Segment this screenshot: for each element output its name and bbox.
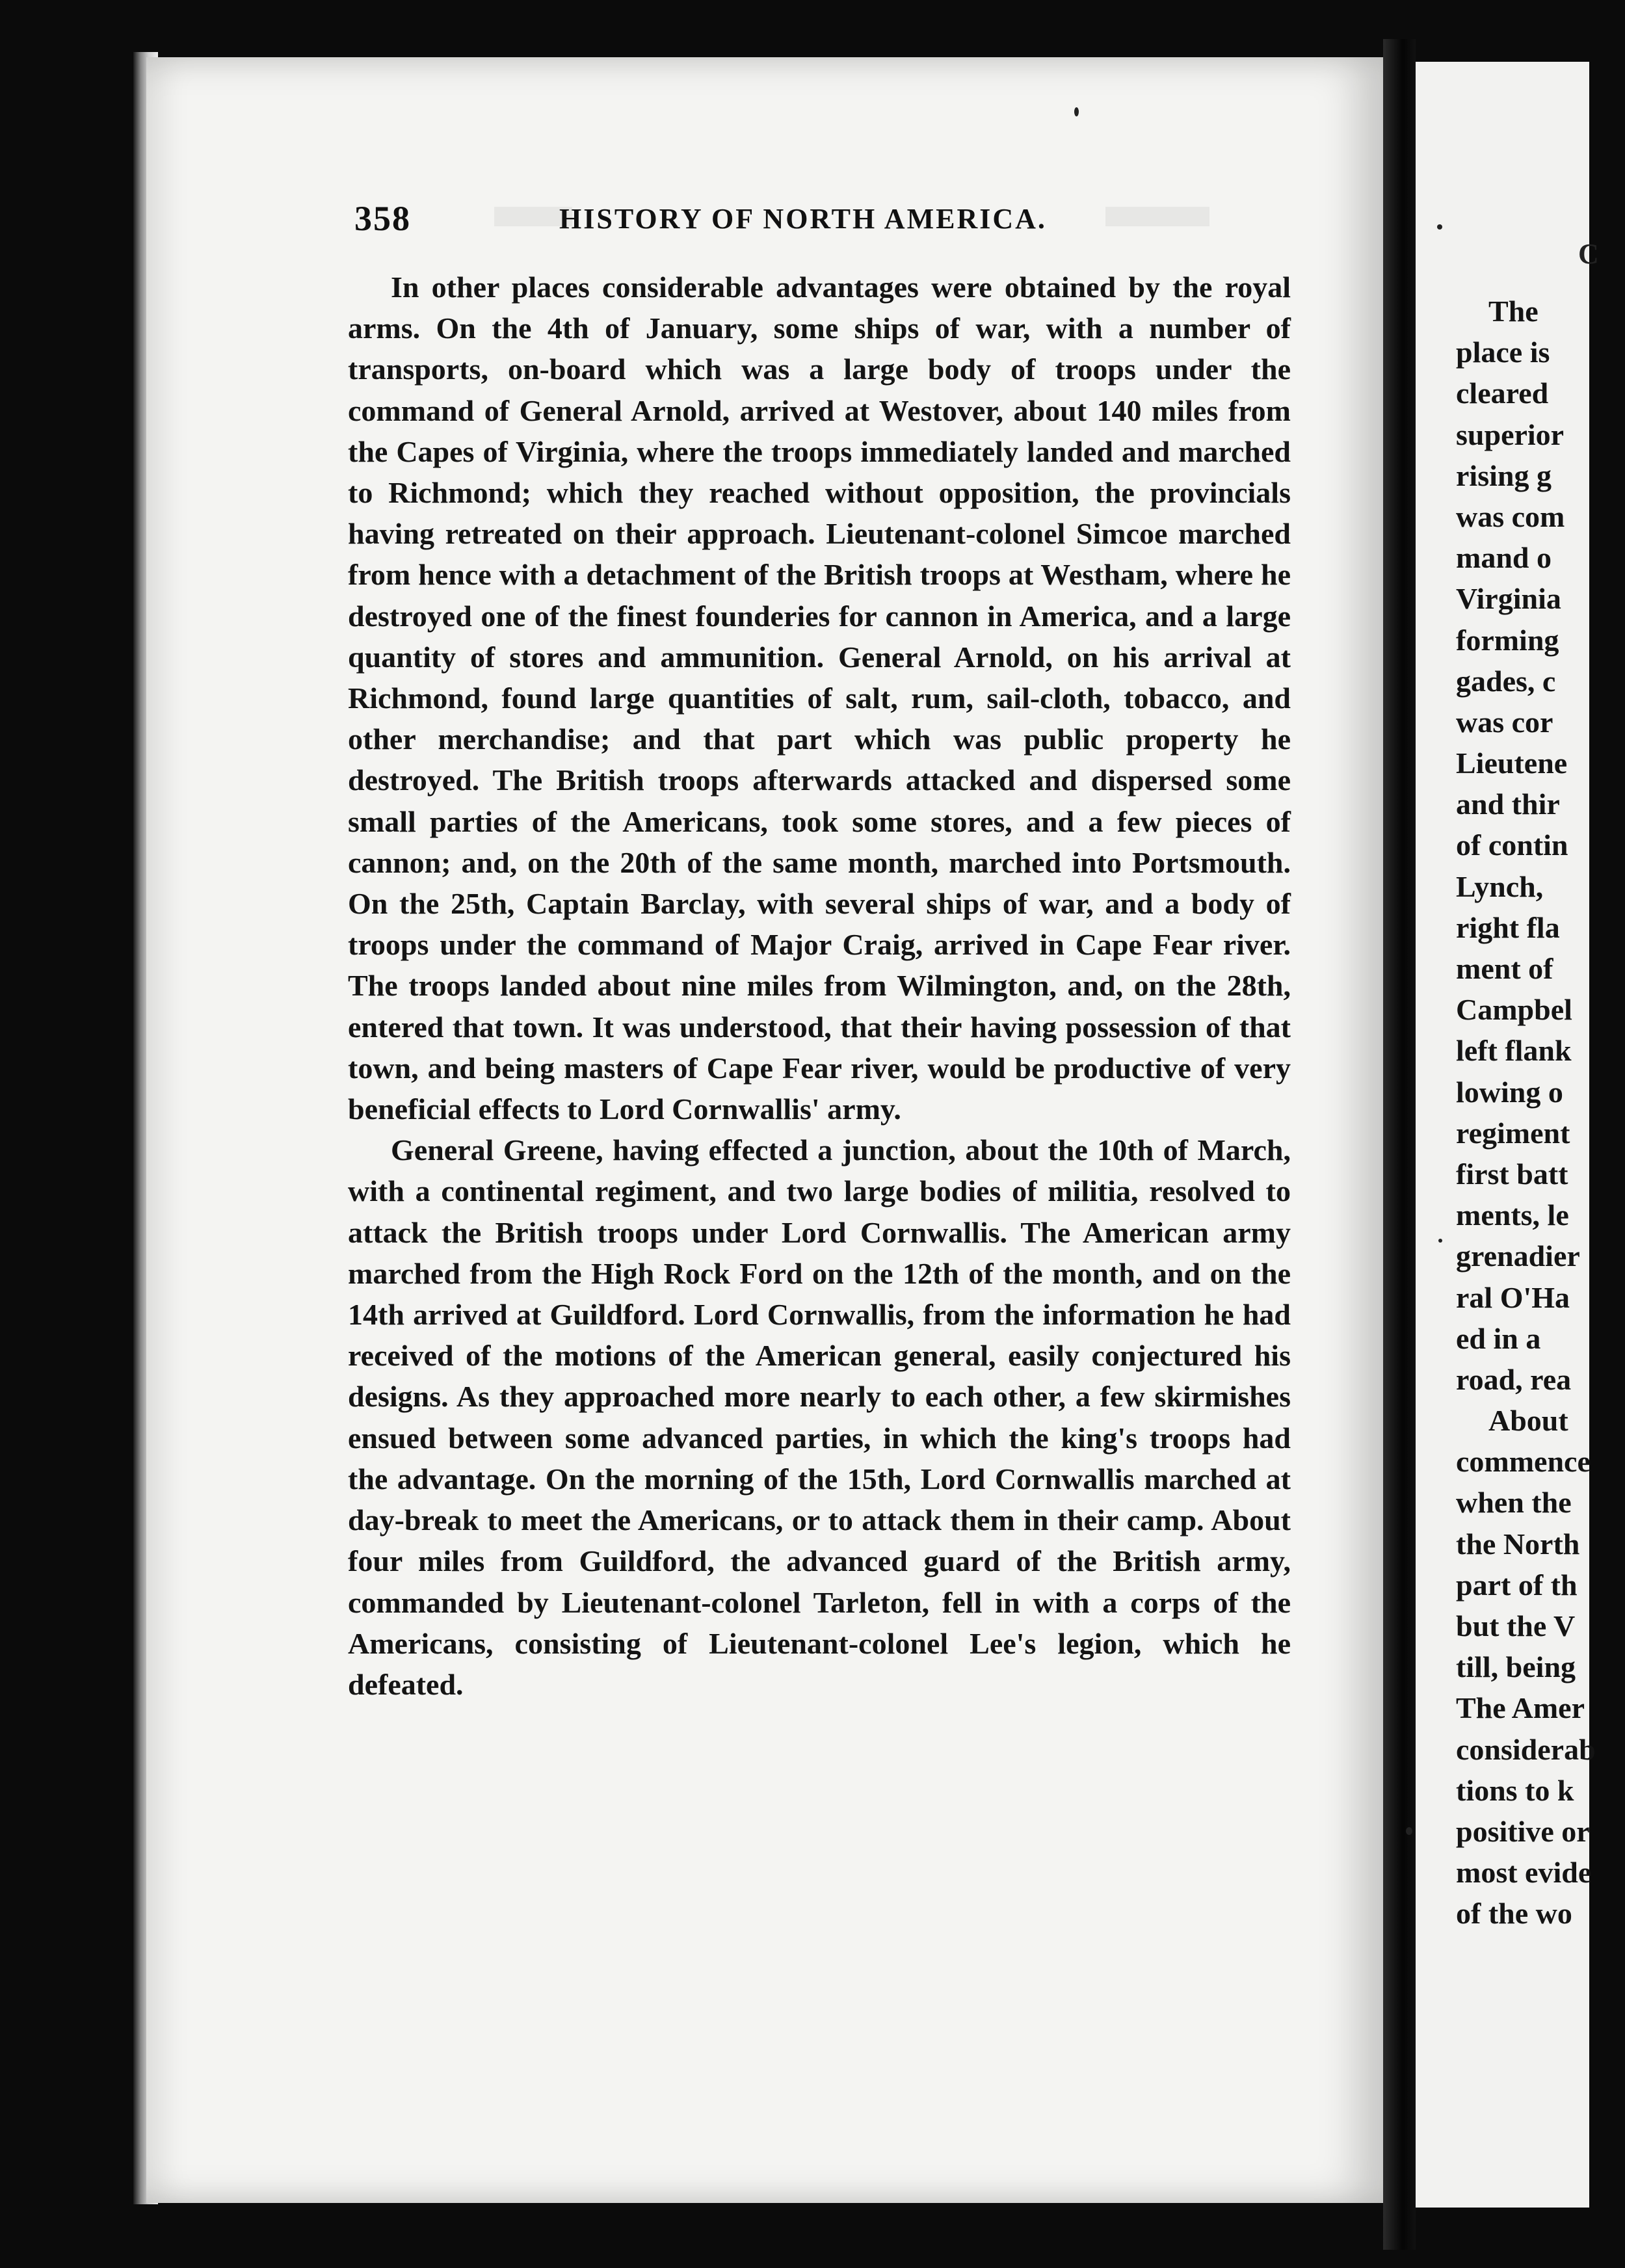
right-page <box>1416 62 1599 2208</box>
right-page-line: ed in a <box>1456 1321 1541 1355</box>
right-page-line: ral O'Ha <box>1456 1280 1570 1314</box>
right-page-line: tions to k <box>1456 1773 1574 1807</box>
right-page-line: and thir <box>1456 787 1560 821</box>
right-page-line: gades, c <box>1456 664 1556 698</box>
right-page-line: commence <box>1456 1445 1591 1479</box>
right-page-line: The <box>1488 295 1539 328</box>
right-page-corner-mark: C <box>1578 238 1599 270</box>
scan-speck <box>1074 107 1079 116</box>
right-page-line: was com <box>1456 499 1565 533</box>
right-page-line: superior <box>1456 417 1565 451</box>
right-page-line: ments, le <box>1456 1198 1569 1232</box>
right-page-line: till, being <box>1456 1650 1576 1684</box>
right-page-line: part of th <box>1456 1568 1578 1602</box>
right-page-line: The Amer <box>1456 1691 1585 1725</box>
right-page-line: Campbel <box>1456 993 1572 1027</box>
right-page-line: was cor <box>1456 705 1553 739</box>
right-page-text <box>1456 291 1625 1934</box>
right-page-line: most evide <box>1456 1856 1592 1890</box>
right-page-line: place is <box>1456 336 1550 369</box>
right-page-line: ment of <box>1456 952 1553 985</box>
right-page-line: left flank <box>1456 1034 1572 1068</box>
paragraph: General Greene, having effected a junction, about the 10th of March, with a continental regiment, and two large bodies of militia, resolved to attack the British troops under Lord Cornwallis. The American army marched from the High Rock Ford on the 12th of the month, and on the 14th arrived at Guildford. Lord Cornwallis, from the information he had received of the motions of the American general, easily conjectured his designs. As they approached more nearly to each other, a few skirmishes ensued between some advanced parties, in which the king's troops had the advantage. On the morning of the 15th, Lord Cornwallis marched at day-break to meet the Americans, or to attack them in their camp. About four miles from Guildford, the advanced guard of the British army, commanded by Lieutenant-colonel Tarleton, fell in with a corps of the Americans, consisting of Lieutenant-colonel Lee's legion, which he defeated. <box>348 1133 1291 1701</box>
right-page-line: Lynch, <box>1456 869 1544 903</box>
right-page-line: positive or <box>1456 1814 1590 1848</box>
right-page-line: lowing o <box>1456 1075 1563 1109</box>
page-number: 358 <box>354 199 411 238</box>
right-page-line: About <box>1488 1404 1568 1438</box>
right-page-line: the North <box>1456 1527 1580 1561</box>
right-page-line: first batt <box>1456 1157 1568 1191</box>
right-page-line: when the <box>1456 1486 1572 1520</box>
page-header <box>354 198 1278 237</box>
scan-speck <box>1438 1239 1442 1243</box>
right-page-line: grenadier <box>1456 1239 1580 1273</box>
right-page-line: Lieutene <box>1456 746 1568 780</box>
right-page-line: forming <box>1456 623 1559 657</box>
scan-speck <box>1437 224 1442 230</box>
right-page-line: of contin <box>1456 828 1568 862</box>
right-page-line: cleared <box>1456 376 1549 410</box>
right-page-line: rising g <box>1456 458 1552 492</box>
right-page-line: mand o <box>1456 541 1552 575</box>
right-page-line: of the wo <box>1456 1897 1572 1931</box>
right-page-line: but the V <box>1456 1609 1576 1642</box>
paragraph: In other places considerable advantages were obtained by the royal arms. On the 4th of January, some ships of war, with a number of transports, on-board which was a large body of troops under the command of General Arnold, arrived at Westover, about 140 miles from the Capes of Virginia, where the troops immediately landed and marched to Richmond; which they reached without opposition, the provincials having retreated on their approach. Lieutenant-colonel Simcoe marched from hence with a detachment of the British troops at Westham, where he destroyed one of the finest founderies for cannon in America, and a large quantity of stores and ammunition. General Arnold, on his arrival at Richmond, found large quantities of salt, rum, sail-cloth, tobacco, and other merchandise; and that part which was public property he destroyed. The British troops afterwards attacked and dispersed some small parties of the Americans, took some stores, and a few pieces of cannon; and, on the 20th of the same month, marched into Portsmouth. On the 25th, Captain Barclay, with several ships of war, and a body of troops under the command of Major Craig, arrived in Cape Fear river. The troops landed about nine miles from Wilmington, and, on the 28th, entered that town. It was understood, that their having possession of that town, and being masters of Cape Fear river, would be productive of very beneficial effects to Lord Cornwallis' army. <box>348 270 1291 1126</box>
running-head: HISTORY OF NORTH AMERICA. <box>559 203 1047 235</box>
right-page-line: Virginia <box>1456 582 1561 616</box>
right-page-line: considerab <box>1456 1732 1596 1766</box>
right-page-line: road, rea <box>1456 1362 1572 1396</box>
body-text <box>348 267 1291 1705</box>
right-page-line: regiment <box>1456 1116 1570 1150</box>
book-gutter <box>1383 39 1416 2250</box>
scan-speck <box>1406 1827 1412 1835</box>
right-page-line: right fla <box>1456 910 1560 944</box>
